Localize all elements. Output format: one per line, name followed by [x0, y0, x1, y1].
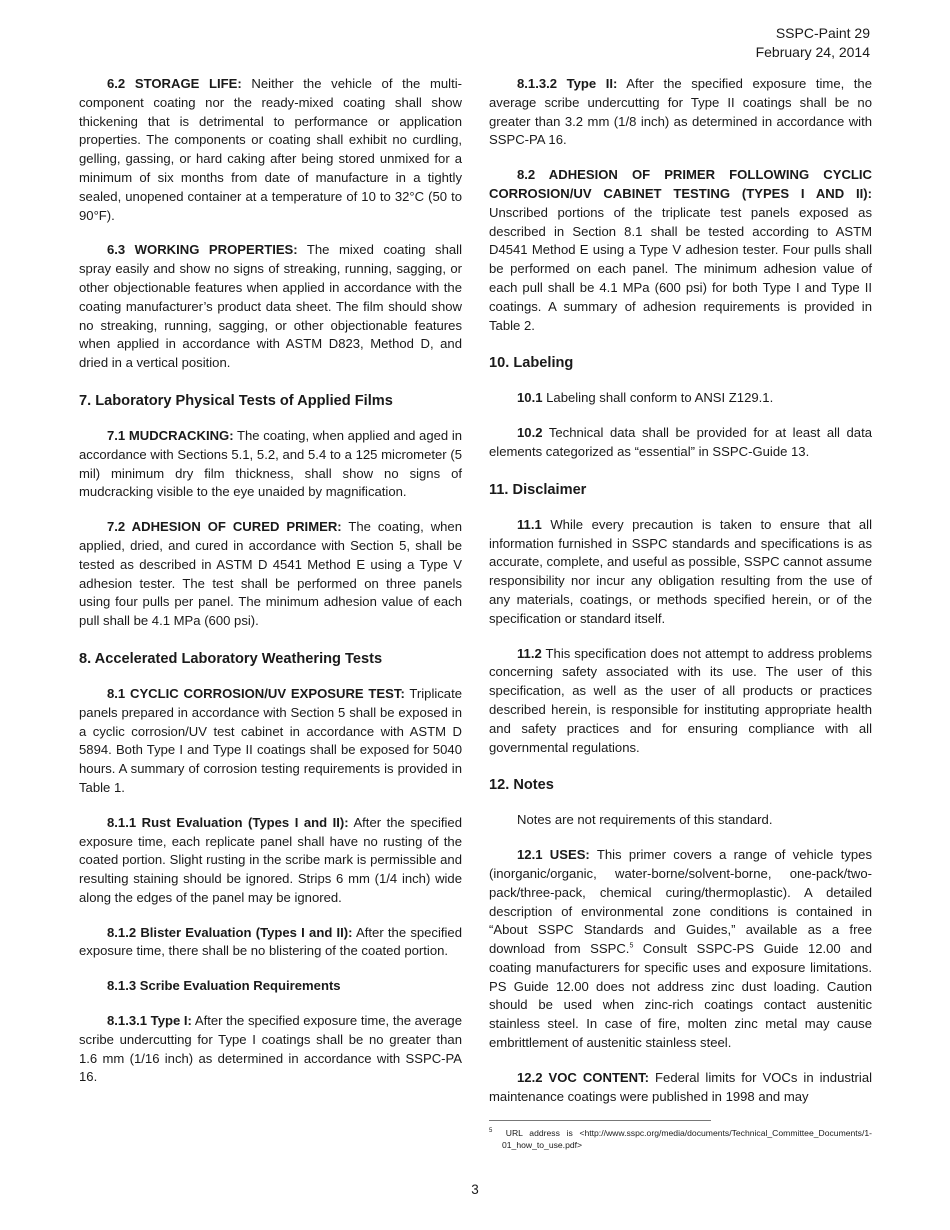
section-8-2-text: Unscribed portions of the triplicate test panels exposed as described in Section 8.1 shall be tested according to ASTM D4541 Method E using a Type V adhesion tester. Four pulls shall be performed on each panel. The minimum adhesion value of each pull shall be 4.1 MPa (600 psi) for both Type I and Type II coatings. A summary of adhesion requirements is provided in Table 2.: [489, 204, 872, 333]
section-8-1-1-text: After the specified exposure time, each replicate panel shall have no rusting of the coated portion. Slight rusting in the scribe mark is permissible and resulting staining should be ignored. Strips 6 mm (1/4 inch) wide along the edges of the panel may be ignored.: [79, 814, 462, 905]
section-8-2: [489, 166, 872, 335]
section-6-3-text: The mixed coating shall spray easily and show no signs of streaking, running, sagging, or other objectionable features when applied in accordance with the coating manufacturer’s product data sheet. The film should show no streaking, running, sagging, or other objectionable features when applied in accordance with ASTM D823, Method D, and dried in a vertical position.: [79, 242, 462, 371]
section-8-1-3-2: [489, 75, 872, 150]
section-8-1-3-2-text: After the specified exposure time, the average scribe undercutting for Type II coatings shall be no greater than 3.2 mm (1/8 inch) as determined in accordance with SSPC-PA 16.: [489, 76, 872, 148]
section-11-1-label: 11.1: [517, 516, 542, 532]
section-8-1-1-label: 8.1.1 Rust Evaluation (Types I and II):: [107, 814, 349, 830]
page-header: [756, 24, 870, 62]
footnote-text: URL address is <http://www.sspc.org/media/documents/Technical_Committee_Documents/1-01_how_to_use.pdf>: [502, 1128, 873, 1150]
section-7-2: [79, 518, 462, 631]
section-10-2: [489, 424, 872, 462]
section-12-2: [489, 1069, 872, 1107]
notes-intro: Notes are not requirements of this standard.: [517, 812, 773, 828]
section-7-1: [79, 427, 462, 502]
right-column: [489, 75, 872, 1151]
heading-section-8: 8. Accelerated Laboratory Weathering Tests: [79, 650, 383, 667]
heading-section-10: 10. Labeling: [489, 355, 574, 372]
footnote-number: 5: [489, 1128, 493, 1135]
section-8-2-label: 8.2 ADHESION OF PRIMER FOLLOWING CYCLIC CORROSION/UV CABINET TESTING (TYPES I AND II):: [489, 167, 872, 201]
left-column: [79, 75, 462, 1103]
section-8-1-3-1: [79, 1012, 462, 1087]
section-7-2-text: The coating, when applied, dried, and cured in accordance with Section 5, shall be tested as described in ASTM D 4541 Method E using a Type V adhesion tester. The test shall be performed on three panels using four pulls per panel. The minimum adhesion value of each pull shall be 4.1 MPa (600 psi).: [79, 519, 462, 629]
section-8-1-2-label: 8.1.2 Blister Evaluation (Types I and II):: [107, 924, 353, 940]
section-6-3: [79, 241, 462, 373]
section-12-1-label: 12.1 USES:: [517, 847, 590, 863]
section-6-3-label: 6.3 WORKING PROPERTIES:: [107, 242, 298, 258]
page-number: 3: [471, 1182, 479, 1197]
heading-section-7: 7. Laboratory Physical Tests of Applied Films: [79, 392, 393, 409]
section-11-1-text: While every precaution is taken to ensure that all information furnished in SSPC standards and specifications is as accurate, complete, and useful as possible, SSPC cannot assume responsibility nor incur any obligation resulting from the use of any materials, coatings, or methods specified herein, or of the specification or standard itself.: [489, 516, 872, 626]
document-id: SSPC-Paint 29: [775, 25, 870, 41]
section-6-2: [79, 75, 462, 225]
section-12-1-text-a: This primer covers a range of vehicle types (inorganic/organic, water-borne/solvent-borne, one-pack/two-pack/three-pack, chemical curing/thermoplastic). A detailed description of environmental zone conditions is contained in “About SSPC Standards and Guides,” available as a free download from SSPC.: [489, 847, 873, 957]
section-12-2-text: Federal limits for VOCs in industrial maintenance coatings were published in 1998 and may: [489, 1069, 873, 1104]
section-8-1-label: 8.1 CYCLIC CORROSION/UV EXPOSURE TEST:: [107, 685, 405, 701]
section-7-1-text: The coating, when applied and aged in accordance with Sections 5.1, 5.2, and 5.4 to a 125 micrometer (5 mil) minimum dry film thickness, shall show no signs of mudcracking visible to the eye unaided by magnification.: [79, 427, 463, 500]
section-10-1: [489, 389, 872, 408]
section-10-1-label: 10.1: [517, 390, 543, 406]
section-8-1-3-1-label: 8.1.3.1 Type I:: [107, 1013, 192, 1029]
section-12-1: [489, 846, 872, 1053]
heading-section-8-1-3: 8.1.3 Scribe Evaluation Requirements: [107, 978, 341, 994]
section-8-1-3-1-text: After the specified exposure time, the average scribe undercutting for Type I coatings shall be no greater than 1.6 mm (1/16 inch) as determined in accordance with SSPC-PA 16.: [79, 1013, 462, 1085]
section-8-1-1: [79, 814, 462, 908]
section-11-2-text: This specification does not attempt to address problems concerning safety associated with its use. The user of this specification, as well as the user of all products or practices described herein, is responsible for instituting appropriate health and safety practices and for ensuring compliance with all governmental regulations.: [489, 645, 873, 755]
section-8-1: [79, 685, 462, 798]
section-8-1-2-text: After the specified exposure time, there shall be no blistering of the coated portion.: [79, 924, 462, 959]
section-10-2-text: Technical data shall be provided for at least all data elements categorized as “essential” in SSPC-Guide 13.: [489, 425, 872, 459]
section-6-2-label: 6.2 STORAGE LIFE:: [107, 76, 242, 91]
section-12-2-label: 12.2 VOC CONTENT:: [517, 1069, 650, 1085]
section-11-1: [489, 516, 872, 629]
footnote-reference: 5: [629, 942, 634, 950]
document-date: February 24, 2014: [755, 44, 870, 60]
section-8-1-text: Triplicate panels prepared in accordance with Section 5 shall be exposed in a cyclic corrosion/UV test cabinet in accordance with ASTM D 5894. Both Type I and Type II coatings shall be exposed for 5040 hours. A summary of corrosion testing requirements is provided in Table 1.: [79, 685, 463, 795]
section-11-2: [489, 645, 872, 758]
heading-section-12: 12. Notes: [489, 777, 554, 794]
section-8-1-3-2-label: 8.1.3.2 Type II:: [517, 76, 618, 91]
section-11-2-label: 11.2: [517, 645, 542, 661]
section-8-1-2: [79, 924, 462, 962]
section-7-2-label: 7.2 ADHESION OF CURED PRIMER:: [107, 519, 342, 535]
section-12-1-text-b: Consult SSPC-PS Guide 12.00 and coating manufacturers for specific uses and exposure limitations. PS Guide 12.00 does not address zinc dust loading. Caution should be used when zinc-rich coatings contact austenitic stainless steel. In case of fire, molten zinc metal may cause embrittlement of austenitic stainless steel.: [489, 941, 873, 1051]
section-10-2-label: 10.2: [517, 425, 543, 441]
footnote: [489, 1126, 872, 1151]
section-6-2-text: Neither the vehicle of the multi-component coating nor the ready-mixed coating shall show thickening that is detrimental to performance or application properties. The components or coating shall exhibit no curdling, gelling, gassing, or hard caking after being stored unmixed for a minimum of six months from date of manufacture in a tightly sealed, unopened container at a temperature of 10 to 32°C (50 to 90°F).: [79, 76, 462, 223]
heading-section-11: 11. Disclaimer: [489, 481, 587, 498]
section-7-1-label: 7.1 MUDCRACKING:: [107, 427, 234, 443]
section-10-1-text: Labeling shall conform to ANSI Z129.1.: [546, 390, 774, 406]
footnote-divider: [489, 1120, 711, 1121]
